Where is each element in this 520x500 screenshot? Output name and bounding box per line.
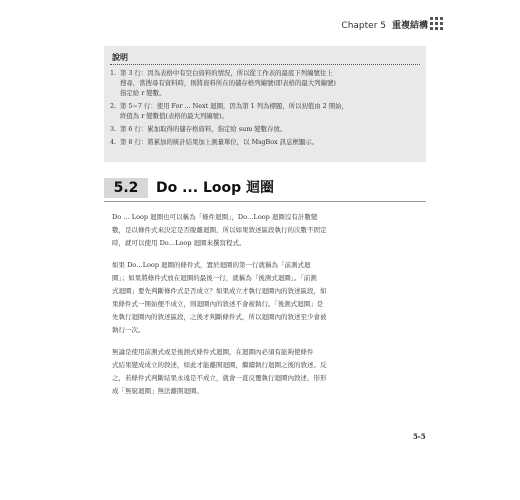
body-paragraph (112, 211, 418, 250)
page-number: 5-5 (413, 432, 426, 441)
note-item-line: 第 5~7 行：使用 For ... Next 迴圈，因為第 1 列為標題，所以初值由 2 開始， (120, 102, 348, 110)
paragraph-line: 先執行迴圈內的敘述區段，之後才判斷條件式，所以迴圈內的敘述至少會被 (112, 313, 327, 321)
note-item-line: 第 3 行：因為表格中有空白資料的情況，所以從工作表的最底下列編號往上 (120, 69, 333, 77)
note-item-line: 搜尋，當搜尋有資料時，則將資料所在的儲存格列編號(即表格的最大列編號) (120, 79, 336, 87)
section-title: Do ... Loop 迴圈 (156, 180, 274, 196)
explanation-note (104, 46, 426, 162)
note-item-line: 指定給 r 變數。 (120, 89, 166, 97)
section-number: 5.2 (104, 178, 148, 198)
note-item (110, 68, 422, 98)
body-paragraph (112, 346, 418, 398)
note-item (110, 137, 422, 147)
paragraph-line: 圈」；如果將條件式放在迴圈的最後一行，就稱為「後測式迴圈」。「前測 (112, 274, 317, 282)
note-item-number: 1. (110, 69, 117, 77)
note-list (110, 68, 422, 150)
note-divider (110, 64, 420, 65)
note-item-number: 2. (110, 102, 117, 110)
section-divider (104, 201, 426, 202)
chapter-label: Chapter 5 (341, 21, 386, 31)
note-item (110, 124, 422, 134)
paragraph-line: 之，若條件式判斷結果永遠是不成立，就會一直反覆執行迴圈內敘述，形形 (112, 374, 327, 382)
paragraph-line: 數，是以條件式來決定是否脫離迴圈，所以如果敘述區段執行的次數不固定 (112, 226, 327, 234)
paragraph-line: 式迴圈」要先判斷條件式是否成立？如果成立才執行迴圈內的敘述區段，如 (112, 287, 327, 295)
paragraph-line: 如果 Do…Loop 迴圈的條件式，置於迴圈的第一行就稱為「前測式迴 (112, 261, 311, 269)
page-header (0, 14, 520, 38)
note-item-line: 終值為 r 變數值(表格的最大列編號)。 (120, 112, 228, 120)
paragraph-line: 式結果變成成立的敘述，如此才能離開迴圈，繼續執行迴圈之後的敘述。反 (112, 361, 327, 369)
note-item-line: 第 6 行：累加取得的儲存格資料，指定給 sum 變數存放。 (120, 125, 287, 133)
note-item-line: 第 8 行：將累加的統計結果加上測量單位，以 MsgBox 訊息框顯示。 (120, 138, 319, 146)
paragraph-line: 無論是使用前測式或是後測式條件式迴圈，在迴圈內必須有能夠使條件 (112, 348, 314, 356)
note-item-number: 3. (110, 125, 117, 133)
paragraph-line: 果條件式一開始便不成立，則迴圈內的敘述不會被執行。「後測式迴圈」是 (112, 300, 324, 308)
chapter-title: 重複結構 (391, 21, 428, 31)
grid-icon (430, 17, 443, 30)
section-heading (104, 178, 426, 198)
paragraph-line: Do … Loop 迴圈也可以稱為「條件迴圈」，Do…Loop 迴圈沒有計數變 (112, 213, 318, 221)
paragraph-line: 執行一次。 (112, 326, 145, 334)
body-paragraph (112, 259, 418, 337)
paragraph-line: 時，就可以使用 Do…Loop 迴圈來撰寫程式。 (112, 239, 246, 247)
paragraph-line: 成「無窮迴圈」無法離開迴圈。 (112, 387, 203, 395)
chapter-heading (341, 18, 428, 31)
note-item (110, 101, 422, 121)
note-title: 說明 (112, 53, 128, 62)
note-item-number: 4. (110, 138, 117, 146)
